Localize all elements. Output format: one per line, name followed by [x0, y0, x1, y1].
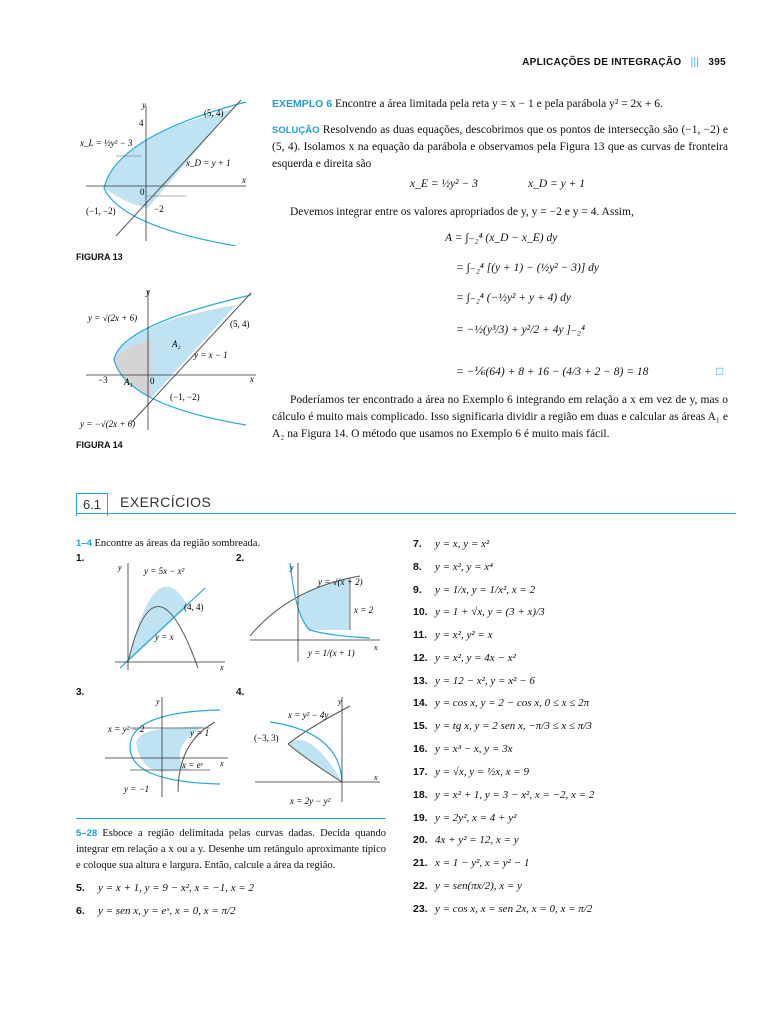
g2-curve: y = √(x + 2) — [318, 577, 363, 587]
g2-x: x — [374, 643, 378, 652]
fig14-a2: A₂ — [172, 339, 181, 349]
section-number: 6.1 — [76, 493, 108, 516]
fig14-origin: 0 — [150, 376, 155, 386]
exercise-14: 14. y = cos x, y = 2 − cos x, 0 ≤ x ≤ 2π — [413, 697, 590, 709]
fig13-y-label: y — [142, 100, 146, 110]
header-section: APLICAÇÕES DE INTEGRAÇÃO — [522, 57, 682, 68]
fig14-point-top: (5, 4) — [230, 319, 250, 329]
exercise-20: 20. 4x + y² = 12, x = y — [413, 834, 519, 846]
instructions-1-4-range: 1–4 — [76, 538, 92, 549]
integrate-text: Devemos integrar entre os valores apropriados de y, y = −2 e y = 4. Assim, — [290, 206, 634, 218]
exercise-22: 22. y = sen(πx/2), x = y — [413, 880, 522, 892]
fig14-upper-curve-label: y = √(2x + 6) — [88, 313, 138, 323]
fig14-neg3: −3 — [98, 375, 108, 385]
fig13-point-bottom: (−1, −2) — [86, 206, 116, 216]
g4-x: x — [374, 773, 378, 782]
fig13-xd-label: x_D = y + 1 — [186, 158, 231, 168]
g1-y: y — [118, 563, 122, 572]
eq-line-1: A = ∫₋₂⁴ (x_D − x_E) dy — [445, 232, 558, 244]
graph-2-num: 2. — [236, 553, 245, 564]
fig14-lower-curve-label: y = −√(2x + 6) — [80, 419, 136, 429]
example-6-statement — [272, 96, 728, 113]
exercise-7: 7. y = x, y = x² — [413, 538, 490, 550]
figure-14-label: FIGURA 14 — [76, 440, 123, 450]
instructions-5-28-text: Esboce a região delimitada pelas curvas dadas. Decida quando integrar em relação a x ou a y. Desenhe um retângulo aproximante típico e coloque sua altura e largura. Então, calcule a área da região. — [76, 828, 387, 871]
fig13-xl-label: x_L = ½y² − 3 — [80, 138, 133, 148]
eq-line-4: = −½(y³/3) + y²/2 + 4y ]₋₂⁴ — [456, 324, 585, 336]
g2-lower: y = 1/(x + 1) — [308, 648, 355, 658]
instructions-1-4-text: Encontre as áreas da região sombreada. — [94, 538, 261, 549]
instructions-5-28-range: 5–28 — [76, 828, 98, 839]
eq-line-2: = ∫₋₂⁴ [(y + 1) − (½y² − 3)] dy — [456, 262, 600, 274]
exercise-8: 8. y = x², y = x⁴ — [413, 561, 493, 573]
graph-4 — [250, 692, 385, 807]
exercise-21: 21. x = 1 − y², x = y² − 1 — [413, 857, 530, 869]
fig14-line-label: y = x − 1 — [194, 350, 228, 360]
fig13-x-label: x — [242, 175, 246, 185]
exercise-11: 11. y = x², y² = x — [413, 629, 493, 641]
exercise-15: 15. y = tg x, y = 2 sen x, −π/3 ≤ x ≤ π/3 — [413, 720, 592, 732]
exercise-19: 19. y = 2y², x = 4 + y² — [413, 812, 517, 824]
fig14-x-label: x — [250, 374, 254, 384]
instructions-5-28 — [76, 826, 386, 874]
graph-1-num: 1. — [76, 553, 85, 564]
g4-c1: x = y² − 4y — [288, 710, 329, 720]
exercise-17: 17. y = √x, y = ½x, x = 9 — [413, 766, 529, 778]
g1-point: (4, 4) — [184, 602, 204, 612]
exercise-16: 16. y = x³ − x, y = 3x — [413, 743, 513, 755]
figure-13 — [76, 96, 256, 246]
g1-x: x — [220, 663, 224, 672]
exercise-18: 18. y = x² + 1, y = 3 − x², x = −2, x = 2 — [413, 789, 595, 801]
closing-paragraph: Poderíamos ter encontrado a área no Exemplo 6 integrando em relação a x em vez de y, mas o cálculo é muito mais complicado. Isso significaria dividir a região em duas e calcular as áreas A₁ e A₂ na Figura 14. O método que usamos no Exemplo 6 é muito mais fácil. — [272, 394, 728, 440]
exercise-5: 5. y = x + 1, y = 9 − x², x = −1, x = 2 — [76, 882, 255, 894]
g3-c4: y = −1 — [124, 784, 150, 794]
fig13-tick-4: 4 — [139, 118, 144, 128]
page-number: 395 — [708, 57, 726, 68]
fig14-y-label: y — [146, 287, 150, 297]
graph-1 — [100, 558, 230, 673]
figure-13-label: FIGURA 13 — [76, 252, 123, 262]
solution-text: Resolvendo as duas equações, descobrimos que os pontos de intersecção são (−1, −2) e (5, 4). Isolamos x na equação da parábola e observamos pela Figura 13 que as curvas de fronteira esquerda e direita são — [272, 124, 729, 170]
g1-curve: y = 5x − x² — [144, 566, 185, 576]
solution-tag: SOLUÇÃO — [272, 125, 320, 136]
exercise-13: 13. y = 12 − x², y = x² − 6 — [413, 675, 535, 687]
g4-point: (−3, 3) — [254, 733, 279, 743]
g1-line: y = x — [155, 632, 174, 642]
exercise-10: 10. y = 1 + √x, y = (3 + x)/3 — [413, 606, 545, 618]
example-6-solution — [272, 122, 728, 173]
fig13-point-top: (5, 4) — [204, 108, 224, 118]
g2-vline: x = 2 — [354, 605, 374, 615]
eq-line-3: = ∫₋₂⁴ (−½y² + y + 4) dy — [456, 292, 571, 304]
g3-c3: x = eʸ — [182, 760, 203, 770]
graph-3-num: 3. — [76, 687, 85, 698]
g3-y: y — [156, 697, 160, 706]
running-header — [522, 57, 726, 68]
exercise-6: 6. y = sen x, y = eˣ, x = 0, x = π/2 — [76, 905, 236, 917]
g2-y: y — [290, 563, 294, 572]
graph-3 — [100, 692, 235, 802]
g3-c1: x = y² − 2 — [108, 724, 145, 734]
g3-x: x — [220, 759, 224, 768]
graph-4-num: 4. — [236, 687, 245, 698]
exercise-9: 9. y = 1/x, y = 1/x², x = 2 — [413, 584, 536, 596]
eq-line-5: = −⅙(64) + 8 + 16 − (4/3 + 2 − 8) = 18 — [456, 366, 649, 378]
instructions-1-4 — [76, 538, 260, 549]
qed-mark: □ — [716, 364, 724, 378]
g4-c2: x = 2y − y² — [290, 796, 331, 806]
section-title: EXERCÍCIOS — [120, 494, 212, 510]
fig14-a1: A₁ — [124, 377, 133, 387]
example-6-text: Encontre a área limitada pela reta y = x − 1 e pela parábola y² = 2x + 6. — [334, 98, 663, 110]
exercise-12: 12. y = x², y = 4x − x² — [413, 652, 516, 664]
eq-xe: x_E = ½y² − 3 — [410, 178, 478, 190]
g3-c2: y = 1 — [190, 728, 210, 738]
eq-xd: x_D = y + 1 — [528, 178, 586, 190]
example-6-tag: EXEMPLO 6 — [272, 98, 333, 110]
figure-14 — [76, 285, 266, 435]
section-rule — [76, 513, 736, 514]
g4-y: y — [338, 697, 342, 706]
fig14-point-bottom: (−1, −2) — [170, 392, 200, 402]
instructions-rule — [76, 818, 386, 819]
fig13-tick-neg2: −2 — [154, 204, 164, 214]
fig13-origin: 0 — [140, 187, 145, 197]
header-bars: ||| — [690, 57, 700, 68]
exercise-23: 23. y = cos x, x = sen 2x, x = 0, x = π/2 — [413, 903, 593, 915]
graph-2 — [250, 558, 385, 668]
